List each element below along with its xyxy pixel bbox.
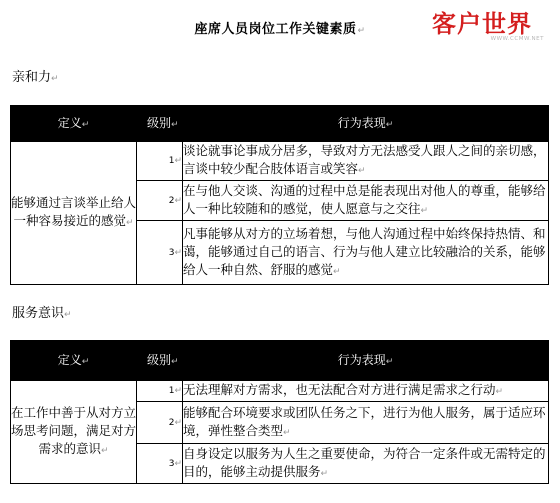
- header-definition: 定义↵: [11, 341, 137, 381]
- level-cell: 1↵: [137, 142, 183, 181]
- table-row: [11, 381, 549, 402]
- level-cell: 2↵: [137, 402, 183, 444]
- level-cell: 3↵: [137, 444, 183, 484]
- behavior-cell: 无法理解对方需求，也无法配合对方进行满足需求之行动↵: [183, 381, 549, 402]
- header-definition: 定义↵: [11, 106, 137, 142]
- table-header-row: [11, 106, 549, 142]
- level-cell: 1↵: [137, 381, 183, 402]
- behavior-cell: 凡事能够从对方的立场着想，与他人沟通过程中始终保持热情、和蔼，能够通过自己的语言、行为与他人建立比较融洽的关系，能够给人一种自然、舒服的感觉↵: [183, 221, 549, 285]
- logo-text: 客户世界: [432, 10, 532, 38]
- section-title-affinity: [12, 66, 59, 85]
- paragraph-mark: ↵: [64, 310, 72, 320]
- header-level: 级别↵: [137, 106, 183, 142]
- definition-cell: 在工作中善于从对方立场思考问题，满足对方需求的意识↵: [11, 381, 137, 484]
- table-header-row: [11, 341, 549, 381]
- section-title-text: 服务意识: [12, 306, 65, 321]
- header-behavior: 行为表现↵: [183, 341, 549, 381]
- behavior-cell: 能够配合环境要求或团队任务之下，进行为他人服务，属于适应环境，弹性整合类型↵: [183, 402, 549, 444]
- definition-cell: 能够通过言谈举止给人一种容易接近的感觉↵: [11, 142, 137, 285]
- ccmw-logo: [432, 10, 552, 48]
- header-level: 级别↵: [137, 341, 183, 381]
- paragraph-mark: ↵: [51, 74, 59, 84]
- behavior-cell: 谈论就事论事成分居多，导致对方无法感受人跟人之间的亲切感，言谈中较少配合肢体语言或笑容↵: [183, 142, 549, 181]
- behavior-cell: 自身设定以服务为人生之重要使命，为符合一定条件或无需特定的目的，能够主动提供服务↵: [183, 444, 549, 484]
- service-table: [10, 340, 549, 484]
- document-title-text: 座席人员岗位工作关键素质: [194, 22, 357, 37]
- paragraph-mark: ↵: [357, 26, 366, 36]
- affinity-table: [10, 105, 549, 285]
- section-title-service: [12, 302, 72, 321]
- table-row: [11, 142, 549, 181]
- level-cell: 3↵: [137, 221, 183, 285]
- header-behavior: 行为表现↵: [183, 106, 549, 142]
- logo-url: WWW.CCMW.NET: [490, 36, 544, 42]
- level-cell: 2↵: [137, 181, 183, 221]
- behavior-cell: 在与他人交谈、沟通的过程中总是能表现出对他人的尊重，能够给人一种比较随和的感觉，使人愿意与之交往↵: [183, 181, 549, 221]
- section-title-text: 亲和力: [12, 70, 52, 85]
